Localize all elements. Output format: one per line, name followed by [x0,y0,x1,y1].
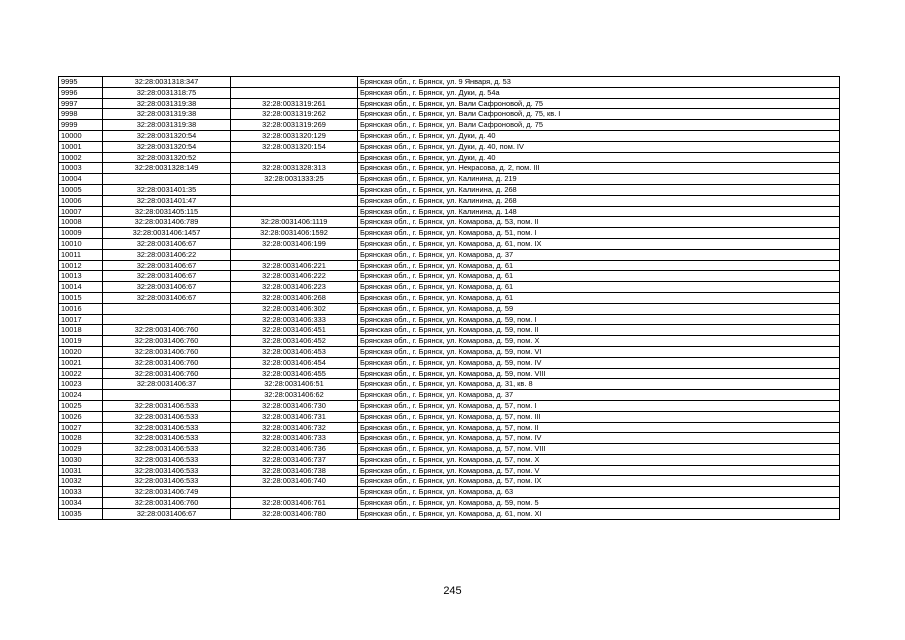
object-cadastral-cell: 32:28:0031320:129 [231,130,358,141]
row-number-cell: 10029 [59,444,103,455]
row-number-cell: 10006 [59,195,103,206]
object-cadastral-cell: 32:28:0031406:452 [231,336,358,347]
address-cell: Брянская обл., г. Брянск, ул. Комарова, д. 61 [358,282,840,293]
object-cadastral-cell: 32:28:0031319:261 [231,98,358,109]
table-row [59,292,840,303]
row-number-cell: 10001 [59,141,103,152]
address-cell: Брянская обл., г. Брянск, ул. Комарова, д. 61, пом. IX [358,238,840,249]
address-cell: Брянская обл., г. Брянск, ул. Комарова, д. 57, пом. V [358,465,840,476]
table-row [59,184,840,195]
object-cadastral-cell: 32:28:0031406:222 [231,271,358,282]
object-cadastral-cell: 32:28:0031333:25 [231,174,358,185]
row-number-cell: 10032 [59,476,103,487]
table-row [59,174,840,185]
parcel-cadastral-cell [103,390,231,401]
row-number-cell: 9999 [59,120,103,131]
address-cell: Брянская обл., г. Брянск, ул. Комарова, д. 59, пом. X [358,336,840,347]
address-cell: Брянская обл., г. Брянск, ул. Вали Сафроновой, д. 75 [358,120,840,131]
object-cadastral-cell: 32:28:0031406:221 [231,260,358,271]
address-cell: Брянская обл., г. Брянск, ул. Калинина, д. 268 [358,184,840,195]
parcel-cadastral-cell: 32:28:0031406:760 [103,325,231,336]
table-row [59,282,840,293]
object-cadastral-cell: 32:28:0031406:733 [231,433,358,444]
parcel-cadastral-cell: 32:28:0031401:47 [103,195,231,206]
row-number-cell: 9997 [59,98,103,109]
parcel-cadastral-cell: 32:28:0031320:54 [103,130,231,141]
row-number-cell: 9998 [59,109,103,120]
object-cadastral-cell: 32:28:0031406:51 [231,379,358,390]
table-row [59,454,840,465]
row-number-cell: 10020 [59,346,103,357]
parcel-cadastral-cell: 32:28:0031318:75 [103,87,231,98]
parcel-cadastral-cell: 32:28:0031406:533 [103,411,231,422]
table-row [59,476,840,487]
parcel-cadastral-cell: 32:28:0031406:760 [103,336,231,347]
address-cell: Брянская обл., г. Брянск, ул. Комарова, д. 59, пом. 5 [358,498,840,509]
address-cell: Брянская обл., г. Брянск, ул. 9 Января, д. 53 [358,77,840,88]
object-cadastral-cell: 32:28:0031406:738 [231,465,358,476]
table-row [59,465,840,476]
registry-table-body [59,77,840,520]
table-row [59,238,840,249]
registry-table [58,76,840,520]
address-cell: Брянская обл., г. Брянск, ул. Комарова, д. 61 [358,292,840,303]
object-cadastral-cell: 32:28:0031406:731 [231,411,358,422]
row-number-cell: 10031 [59,465,103,476]
object-cadastral-cell: 32:28:0031406:268 [231,292,358,303]
address-cell: Брянская обл., г. Брянск, ул. Комарова, д. 61 [358,271,840,282]
table-row [59,303,840,314]
parcel-cadastral-cell: 32:28:0031406:37 [103,379,231,390]
address-cell: Брянская обл., г. Брянск, ул. Комарова, д. 59, пом. I [358,314,840,325]
row-number-cell: 10015 [59,292,103,303]
row-number-cell: 10030 [59,454,103,465]
table-row [59,422,840,433]
parcel-cadastral-cell: 32:28:0031319:38 [103,109,231,120]
parcel-cadastral-cell: 32:28:0031406:533 [103,422,231,433]
row-number-cell: 10004 [59,174,103,185]
address-cell: Брянская обл., г. Брянск, ул. Вали Сафроновой, д. 75 [358,98,840,109]
parcel-cadastral-cell: 32:28:0031405:115 [103,206,231,217]
parcel-cadastral-cell: 32:28:0031406:533 [103,433,231,444]
object-cadastral-cell: 32:28:0031406:1592 [231,228,358,239]
object-cadastral-cell: 32:28:0031406:454 [231,357,358,368]
parcel-cadastral-cell: 32:28:0031328:149 [103,163,231,174]
table-row [59,379,840,390]
object-cadastral-cell: 32:28:0031406:451 [231,325,358,336]
row-number-cell: 10035 [59,508,103,519]
row-number-cell: 10007 [59,206,103,217]
object-cadastral-cell: 32:28:0031406:453 [231,346,358,357]
row-number-cell: 9995 [59,77,103,88]
object-cadastral-cell: 32:28:0031406:223 [231,282,358,293]
address-cell: Брянская обл., г. Брянск, ул. Комарова, д. 59, пом. VI [358,346,840,357]
address-cell: Брянская обл., г. Брянск, ул. Дуки, д. 40 [358,130,840,141]
address-cell: Брянская обл., г. Брянск, ул. Комарова, д. 37 [358,390,840,401]
address-cell: Брянская обл., г. Брянск, ул. Некрасова, д. 2, пом. III [358,163,840,174]
object-cadastral-cell: 32:28:0031406:302 [231,303,358,314]
address-cell: Брянская обл., г. Брянск, ул. Комарова, д. 59 [358,303,840,314]
object-cadastral-cell [231,184,358,195]
table-row [59,195,840,206]
row-number-cell: 10000 [59,130,103,141]
object-cadastral-cell: 32:28:0031406:736 [231,444,358,455]
parcel-cadastral-cell: 32:28:0031406:533 [103,476,231,487]
address-cell: Брянская обл., г. Брянск, ул. Комарова, д. 57, пом. VIII [358,444,840,455]
row-number-cell: 10016 [59,303,103,314]
row-number-cell: 10021 [59,357,103,368]
object-cadastral-cell [231,195,358,206]
table-row [59,87,840,98]
row-number-cell: 10017 [59,314,103,325]
table-row [59,368,840,379]
table-row [59,77,840,88]
row-number-cell: 10014 [59,282,103,293]
table-row [59,325,840,336]
object-cadastral-cell [231,87,358,98]
address-cell: Брянская обл., г. Брянск, ул. Комарова, д. 57, пом. IV [358,433,840,444]
parcel-cadastral-cell: 32:28:0031401:35 [103,184,231,195]
row-number-cell: 10027 [59,422,103,433]
row-number-cell: 10008 [59,217,103,228]
table-row [59,130,840,141]
object-cadastral-cell: 32:28:0031406:62 [231,390,358,401]
object-cadastral-cell: 32:28:0031406:455 [231,368,358,379]
table-row [59,271,840,282]
table-row [59,498,840,509]
row-number-cell: 10028 [59,433,103,444]
address-cell: Брянская обл., г. Брянск, ул. Комарова, д. 31, кв. 8 [358,379,840,390]
table-row [59,336,840,347]
parcel-cadastral-cell: 32:28:0031406:67 [103,508,231,519]
address-cell: Брянская обл., г. Брянск, ул. Комарова, д. 57, пом. II [358,422,840,433]
table-row [59,141,840,152]
table-row [59,400,840,411]
table-row [59,444,840,455]
row-number-cell: 10002 [59,152,103,163]
table-row [59,98,840,109]
row-number-cell: 10019 [59,336,103,347]
address-cell: Брянская обл., г. Брянск, ул. Вали Сафроновой, д. 75, кв. I [358,109,840,120]
row-number-cell: 10005 [59,184,103,195]
table-row [59,260,840,271]
object-cadastral-cell: 32:28:0031406:761 [231,498,358,509]
object-cadastral-cell: 32:28:0031319:269 [231,120,358,131]
table-row [59,346,840,357]
row-number-cell: 10034 [59,498,103,509]
row-number-cell: 9996 [59,87,103,98]
parcel-cadastral-cell: 32:28:0031406:760 [103,498,231,509]
parcel-cadastral-cell: 32:28:0031406:67 [103,271,231,282]
address-cell: Брянская обл., г. Брянск, ул. Комарова, д. 37 [358,249,840,260]
address-cell: Брянская обл., г. Брянск, ул. Калинина, д. 219 [358,174,840,185]
object-cadastral-cell: 32:28:0031406:199 [231,238,358,249]
table-row [59,357,840,368]
parcel-cadastral-cell: 32:28:0031406:67 [103,260,231,271]
parcel-cadastral-cell: 32:28:0031319:38 [103,98,231,109]
address-cell: Брянская обл., г. Брянск, ул. Комарова, д. 57, пом. III [358,411,840,422]
table-row [59,390,840,401]
row-number-cell: 10033 [59,487,103,498]
parcel-cadastral-cell: 32:28:0031406:67 [103,238,231,249]
parcel-cadastral-cell [103,174,231,185]
address-cell: Брянская обл., г. Брянск, ул. Дуки, д. 54а [358,87,840,98]
object-cadastral-cell: 32:28:0031320:154 [231,141,358,152]
parcel-cadastral-cell: 32:28:0031406:760 [103,346,231,357]
object-cadastral-cell: 32:28:0031406:740 [231,476,358,487]
parcel-cadastral-cell: 32:28:0031406:1457 [103,228,231,239]
object-cadastral-cell: 32:28:0031406:737 [231,454,358,465]
object-cadastral-cell: 32:28:0031406:1119 [231,217,358,228]
object-cadastral-cell: 32:28:0031406:730 [231,400,358,411]
row-number-cell: 10003 [59,163,103,174]
address-cell: Брянская обл., г. Брянск, ул. Комарова, д. 63 [358,487,840,498]
parcel-cadastral-cell [103,303,231,314]
address-cell: Брянская обл., г. Брянск, ул. Дуки, д. 40 [358,152,840,163]
address-cell: Брянская обл., г. Брянск, ул. Комарова, д. 57, пом. X [358,454,840,465]
address-cell: Брянская обл., г. Брянск, ул. Калинина, д. 148 [358,206,840,217]
parcel-cadastral-cell: 32:28:0031406:22 [103,249,231,260]
parcel-cadastral-cell: 32:28:0031320:52 [103,152,231,163]
table-row [59,433,840,444]
table-row [59,109,840,120]
row-number-cell: 10026 [59,411,103,422]
row-number-cell: 10022 [59,368,103,379]
object-cadastral-cell [231,77,358,88]
table-row [59,120,840,131]
table-row [59,314,840,325]
row-number-cell: 10010 [59,238,103,249]
row-number-cell: 10024 [59,390,103,401]
parcel-cadastral-cell: 32:28:0031406:533 [103,400,231,411]
parcel-cadastral-cell: 32:28:0031318:347 [103,77,231,88]
object-cadastral-cell [231,249,358,260]
row-number-cell: 10018 [59,325,103,336]
address-cell: Брянская обл., г. Брянск, ул. Комарова, д. 59, пом. IV [358,357,840,368]
page-number: 245 [443,585,462,597]
row-number-cell: 10011 [59,249,103,260]
address-cell: Брянская обл., г. Брянск, ул. Комарова, д. 59, пом. II [358,325,840,336]
address-cell: Брянская обл., г. Брянск, ул. Калинина, д. 268 [358,195,840,206]
row-number-cell: 10023 [59,379,103,390]
parcel-cadastral-cell: 32:28:0031406:749 [103,487,231,498]
object-cadastral-cell [231,487,358,498]
address-cell: Брянская обл., г. Брянск, ул. Комарова, д. 53, пом. II [358,217,840,228]
address-cell: Брянская обл., г. Брянск, ул. Комарова, д. 57, пом. IX [358,476,840,487]
object-cadastral-cell [231,152,358,163]
object-cadastral-cell: 32:28:0031319:262 [231,109,358,120]
row-number-cell: 10012 [59,260,103,271]
parcel-cadastral-cell: 32:28:0031406:67 [103,292,231,303]
parcel-cadastral-cell: 32:28:0031406:67 [103,282,231,293]
address-cell: Брянская обл., г. Брянск, ул. Комарова, д. 51, пом. I [358,228,840,239]
address-cell: Брянская обл., г. Брянск, ул. Комарова, д. 61, пом. XI [358,508,840,519]
parcel-cadastral-cell: 32:28:0031406:533 [103,465,231,476]
object-cadastral-cell: 32:28:0031406:333 [231,314,358,325]
object-cadastral-cell [231,206,358,217]
object-cadastral-cell: 32:28:0031328:313 [231,163,358,174]
table-row [59,206,840,217]
table-row [59,152,840,163]
object-cadastral-cell: 32:28:0031406:780 [231,508,358,519]
parcel-cadastral-cell: 32:28:0031406:760 [103,357,231,368]
table-row [59,228,840,239]
address-cell: Брянская обл., г. Брянск, ул. Комарова, д. 57, пом. I [358,400,840,411]
parcel-cadastral-cell: 32:28:0031319:38 [103,120,231,131]
table-row [59,217,840,228]
table-row [59,487,840,498]
table-row [59,411,840,422]
parcel-cadastral-cell: 32:28:0031320:54 [103,141,231,152]
address-cell: Брянская обл., г. Брянск, ул. Дуки, д. 40, пом. IV [358,141,840,152]
object-cadastral-cell: 32:28:0031406:732 [231,422,358,433]
table-row [59,163,840,174]
parcel-cadastral-cell: 32:28:0031406:533 [103,454,231,465]
address-cell: Брянская обл., г. Брянск, ул. Комарова, д. 61 [358,260,840,271]
parcel-cadastral-cell: 32:28:0031406:760 [103,368,231,379]
parcel-cadastral-cell: 32:28:0031406:533 [103,444,231,455]
parcel-cadastral-cell [103,314,231,325]
address-cell: Брянская обл., г. Брянск, ул. Комарова, д. 59, пом. VIII [358,368,840,379]
row-number-cell: 10025 [59,400,103,411]
table-row [59,249,840,260]
row-number-cell: 10009 [59,228,103,239]
row-number-cell: 10013 [59,271,103,282]
table-row [59,508,840,519]
parcel-cadastral-cell: 32:28:0031406:789 [103,217,231,228]
